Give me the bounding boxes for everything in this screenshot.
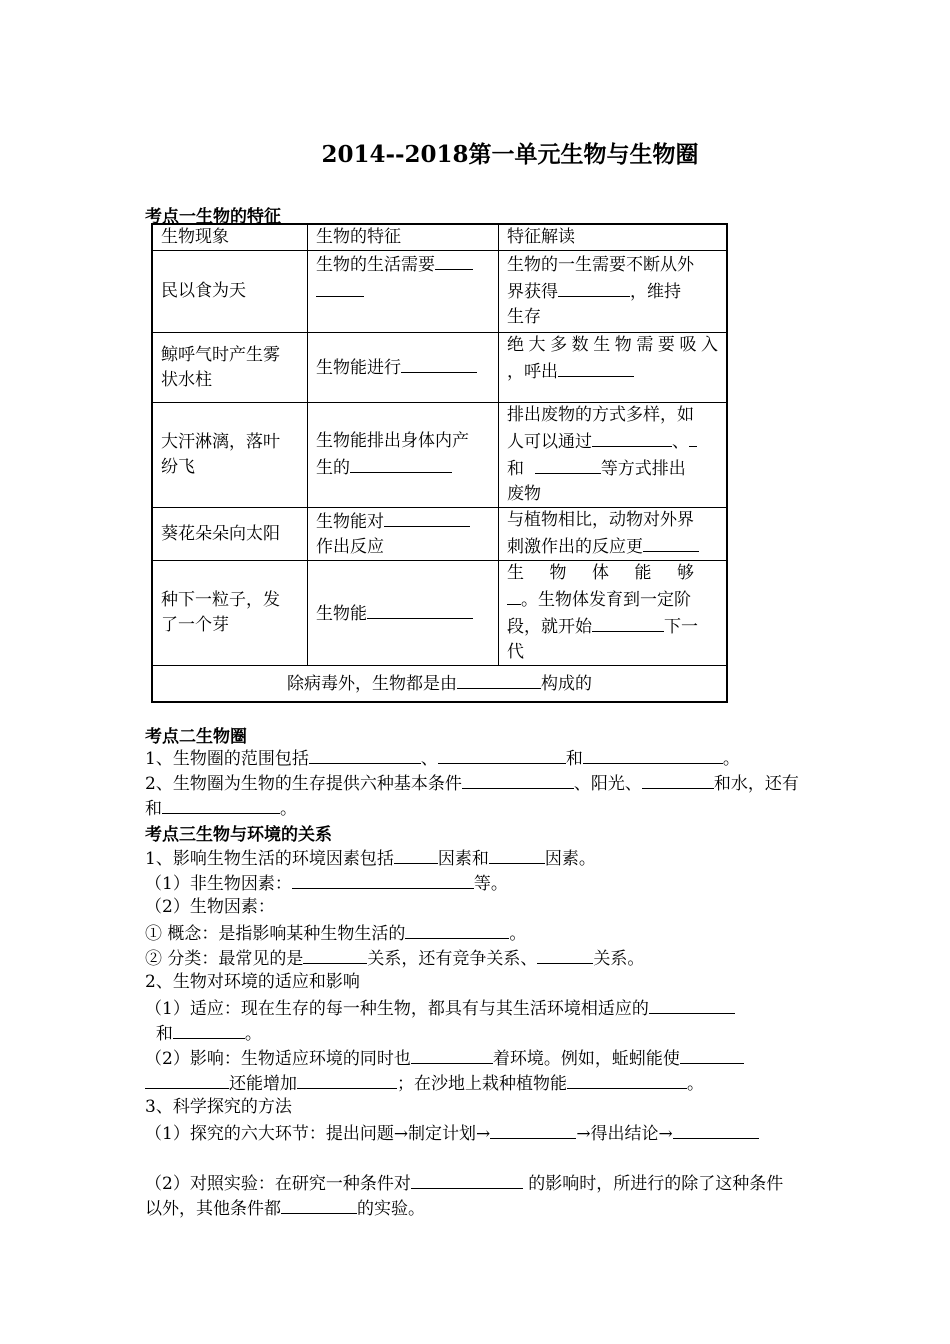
section3-heading: 考点三生物与环境的关系	[145, 825, 332, 845]
fill-blank	[558, 278, 630, 297]
page-title: 2014--2018第一单元生物与生物圈	[321, 141, 699, 168]
fill-blank	[367, 600, 473, 619]
section2-line-1: 1、生物圈的范围包括 、 和 。	[145, 745, 880, 772]
fill-blank	[438, 745, 566, 764]
section3-line-6: 2、生物对环境的适应和影响	[145, 972, 360, 992]
section3-line-11: 3、科学探究的方法	[145, 1097, 292, 1117]
cell-feature: 生物能	[308, 561, 499, 666]
section2-heading: 考点二生物圈	[145, 727, 247, 747]
fill-blank	[457, 670, 541, 689]
fill-blank	[281, 1195, 357, 1214]
fill-blank	[292, 870, 474, 889]
cell-footer: 除病毒外，生物都是由 构成的	[152, 666, 727, 702]
cell-feature: 生物能进行	[308, 333, 499, 403]
fill-blank	[558, 358, 634, 377]
cell-phenomenon: 鲸呼气时产生雾 状水柱	[152, 333, 308, 403]
fill-blank	[673, 1120, 759, 1139]
fill-blank	[401, 354, 477, 373]
cell-interpretation: 排出废物的方式多样，如 人可以通过 、 和 等方式排出 废物	[499, 403, 728, 508]
cell-phenomenon: 民以食为天	[152, 251, 308, 333]
cell-interpretation: 绝大多数生物需要吸入 ，呼出	[499, 333, 728, 403]
fill-blank	[350, 454, 452, 473]
header-phenomenon: 生物现象	[152, 224, 308, 251]
section3-line-5: ② 分类：最常见的是 关系，还有竞争关系、 关系。	[145, 945, 880, 972]
section3-line-3: （2）生物因素：	[145, 897, 275, 917]
table-footer-row	[152, 666, 727, 702]
fill-blank	[507, 586, 521, 605]
fill-blank	[537, 945, 593, 964]
fill-blank	[297, 1070, 397, 1089]
section3-line-2: （1）非生物因素： 等。	[145, 870, 880, 897]
cell-phenomenon: 种下一粒子，发 了一个芽	[152, 561, 308, 666]
fill-blank	[489, 845, 545, 864]
section3-line-10: 还能增加 ；在沙地上栽种植物能 。	[145, 1070, 880, 1097]
cell-phenomenon: 大汗淋漓，落叶 纷飞	[152, 403, 308, 508]
fill-blank	[411, 1170, 523, 1189]
section3-line-1: 1、影响生物生活的环境因素包括 因素和 因素。	[145, 845, 880, 872]
table-row	[152, 251, 727, 333]
fill-blank	[642, 770, 714, 789]
section3-line-9: （2）影响：生物适应环境的同时也 着环境。例如，蚯蚓能使	[145, 1045, 880, 1072]
fill-blank	[162, 795, 280, 814]
fill-blank	[462, 770, 574, 789]
table-row	[152, 561, 727, 666]
section3-line-12: （1）探究的六大环节：提出问题→制定计划→ →得出结论→	[145, 1120, 880, 1147]
cell-feature: 生物能对 作出反应	[308, 508, 499, 561]
section2-line-2: 2、生物圈为生物的生存提供六种基本条件 、阳光、 和水，还有	[145, 770, 880, 797]
section3-line-8: 和 。	[145, 1020, 880, 1047]
fill-blank	[303, 945, 367, 964]
fill-blank	[384, 508, 470, 527]
cell-feature: 生物能排出身体内产 生的	[308, 403, 499, 508]
fill-blank	[173, 1020, 245, 1039]
cell-interpretation: 生物的一生需要不断从外 界获得 ，维持 生存	[499, 251, 728, 333]
fill-blank	[405, 920, 509, 939]
fill-blank	[643, 533, 699, 552]
section3-line-14: 以外，其他条件都 的实验。	[145, 1195, 880, 1222]
section1-heading: 考点一生物的特征	[145, 207, 281, 227]
fill-blank	[567, 1070, 687, 1089]
fill-blank	[411, 1045, 493, 1064]
cell-interpretation: 生物体能够 。生物体发育到一定阶 段，就开始 下一 代	[499, 561, 728, 666]
table-row	[152, 508, 727, 561]
fill-blank	[435, 251, 473, 270]
table-row	[152, 403, 727, 508]
table-row	[152, 333, 727, 403]
feature-table	[151, 223, 728, 703]
section3-line-7: （1）适应：现在生存的每一种生物，都具有与其生活环境相适应的	[145, 995, 880, 1022]
fill-blank	[394, 845, 438, 864]
header-interpretation: 特征解读	[499, 224, 728, 251]
fill-blank	[592, 428, 672, 447]
header-feature: 生物的特征	[308, 224, 499, 251]
section3-line-13: （2）对照实验：在研究一种条件对 的影响时，所进行的除了这种条件	[145, 1170, 880, 1197]
fill-blank	[680, 1045, 744, 1064]
cell-feature: 生物的生活需要	[308, 251, 499, 333]
fill-blank	[592, 613, 664, 632]
fill-blank	[689, 428, 697, 447]
fill-blank	[583, 745, 723, 764]
fill-blank	[145, 1070, 229, 1089]
fill-blank	[535, 455, 601, 474]
cell-phenomenon: 葵花朵朵向太阳	[152, 508, 308, 561]
section3-line-4: ① 概念：是指影响某种生物生活的 。	[145, 920, 880, 947]
table-header-row	[152, 224, 727, 251]
fill-blank	[316, 278, 364, 297]
cell-interpretation: 与植物相比，动物对外界 刺激作出的反应更	[499, 508, 728, 561]
fill-blank	[309, 745, 421, 764]
fill-blank	[649, 995, 735, 1014]
fill-blank	[490, 1120, 576, 1139]
section2-line-3: 和 。	[145, 795, 880, 822]
